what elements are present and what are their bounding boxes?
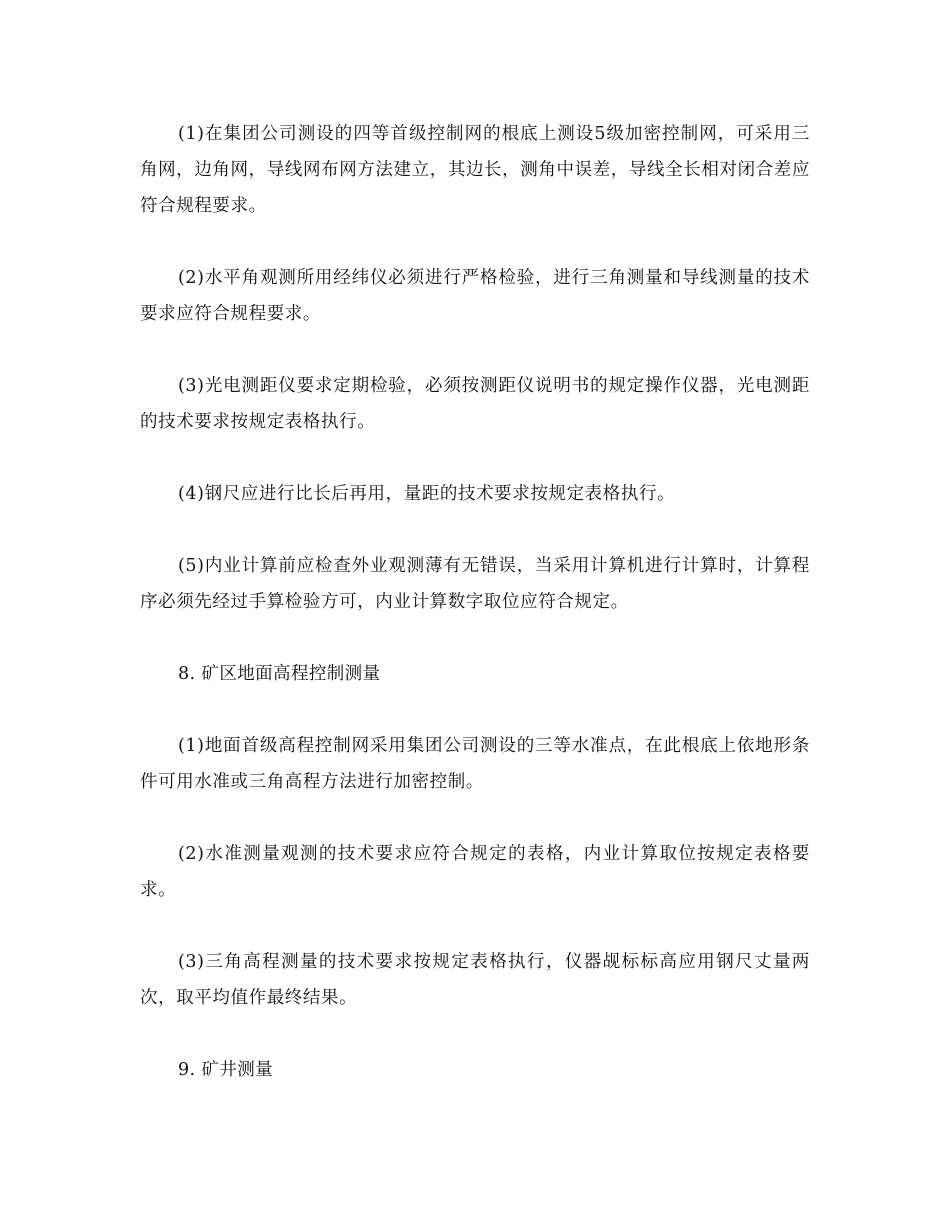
paragraph-office-calculation: (5)内业计算前应检查外业观测薄有无错误，当采用计算机进行计算时，计算程序必须先经过手算检验方可，内业计算数字取位应符合规定。 <box>140 556 810 612</box>
section-heading-elevation-control: 8. 矿区地面高程控制测量 <box>178 664 381 684</box>
paragraph-control-network: (1)在集团公司测设的四等首级控制网的根底上测设5级加密控制网，可采用三角网，边角网，导线网布网方法建立，其边长，测角中误差，导线全长相对闭合差应符合规程要求。 <box>140 124 810 216</box>
paragraph-steel-tape: (4)钢尺应进行比长后再用，量距的技术要求按规定表格执行。 <box>178 484 676 504</box>
paragraph-leveling-requirements: (2)水准测量观测的技术要求应符合规定的表格，内业计算取位按规定表格要求。 <box>140 844 810 900</box>
paragraph-trig-leveling: (3)三角高程测量的技术要求按规定表格执行，仪器觇标标高应用钢尺丈量两次，取平均值作最终结果。 <box>140 952 810 1008</box>
paragraph-leveling-network: (1)地面首级高程控制网采用集团公司测设的三等水准点，在此根底上依地形条件可用水准或三角高程方法进行加密控制。 <box>140 736 810 792</box>
section-heading-mine-survey: 9. 矿井测量 <box>178 1060 274 1080</box>
paragraph-horizontal-angle: (2)水平角观测所用经纬仪必须进行严格检验，进行三角测量和导线测量的技术要求应符合规程要求。 <box>140 268 810 324</box>
paragraph-distance-meter: (3)光电测距仪要求定期检验，必须按测距仪说明书的规定操作仪器，光电测距的技术要求按规定表格执行。 <box>140 376 810 432</box>
